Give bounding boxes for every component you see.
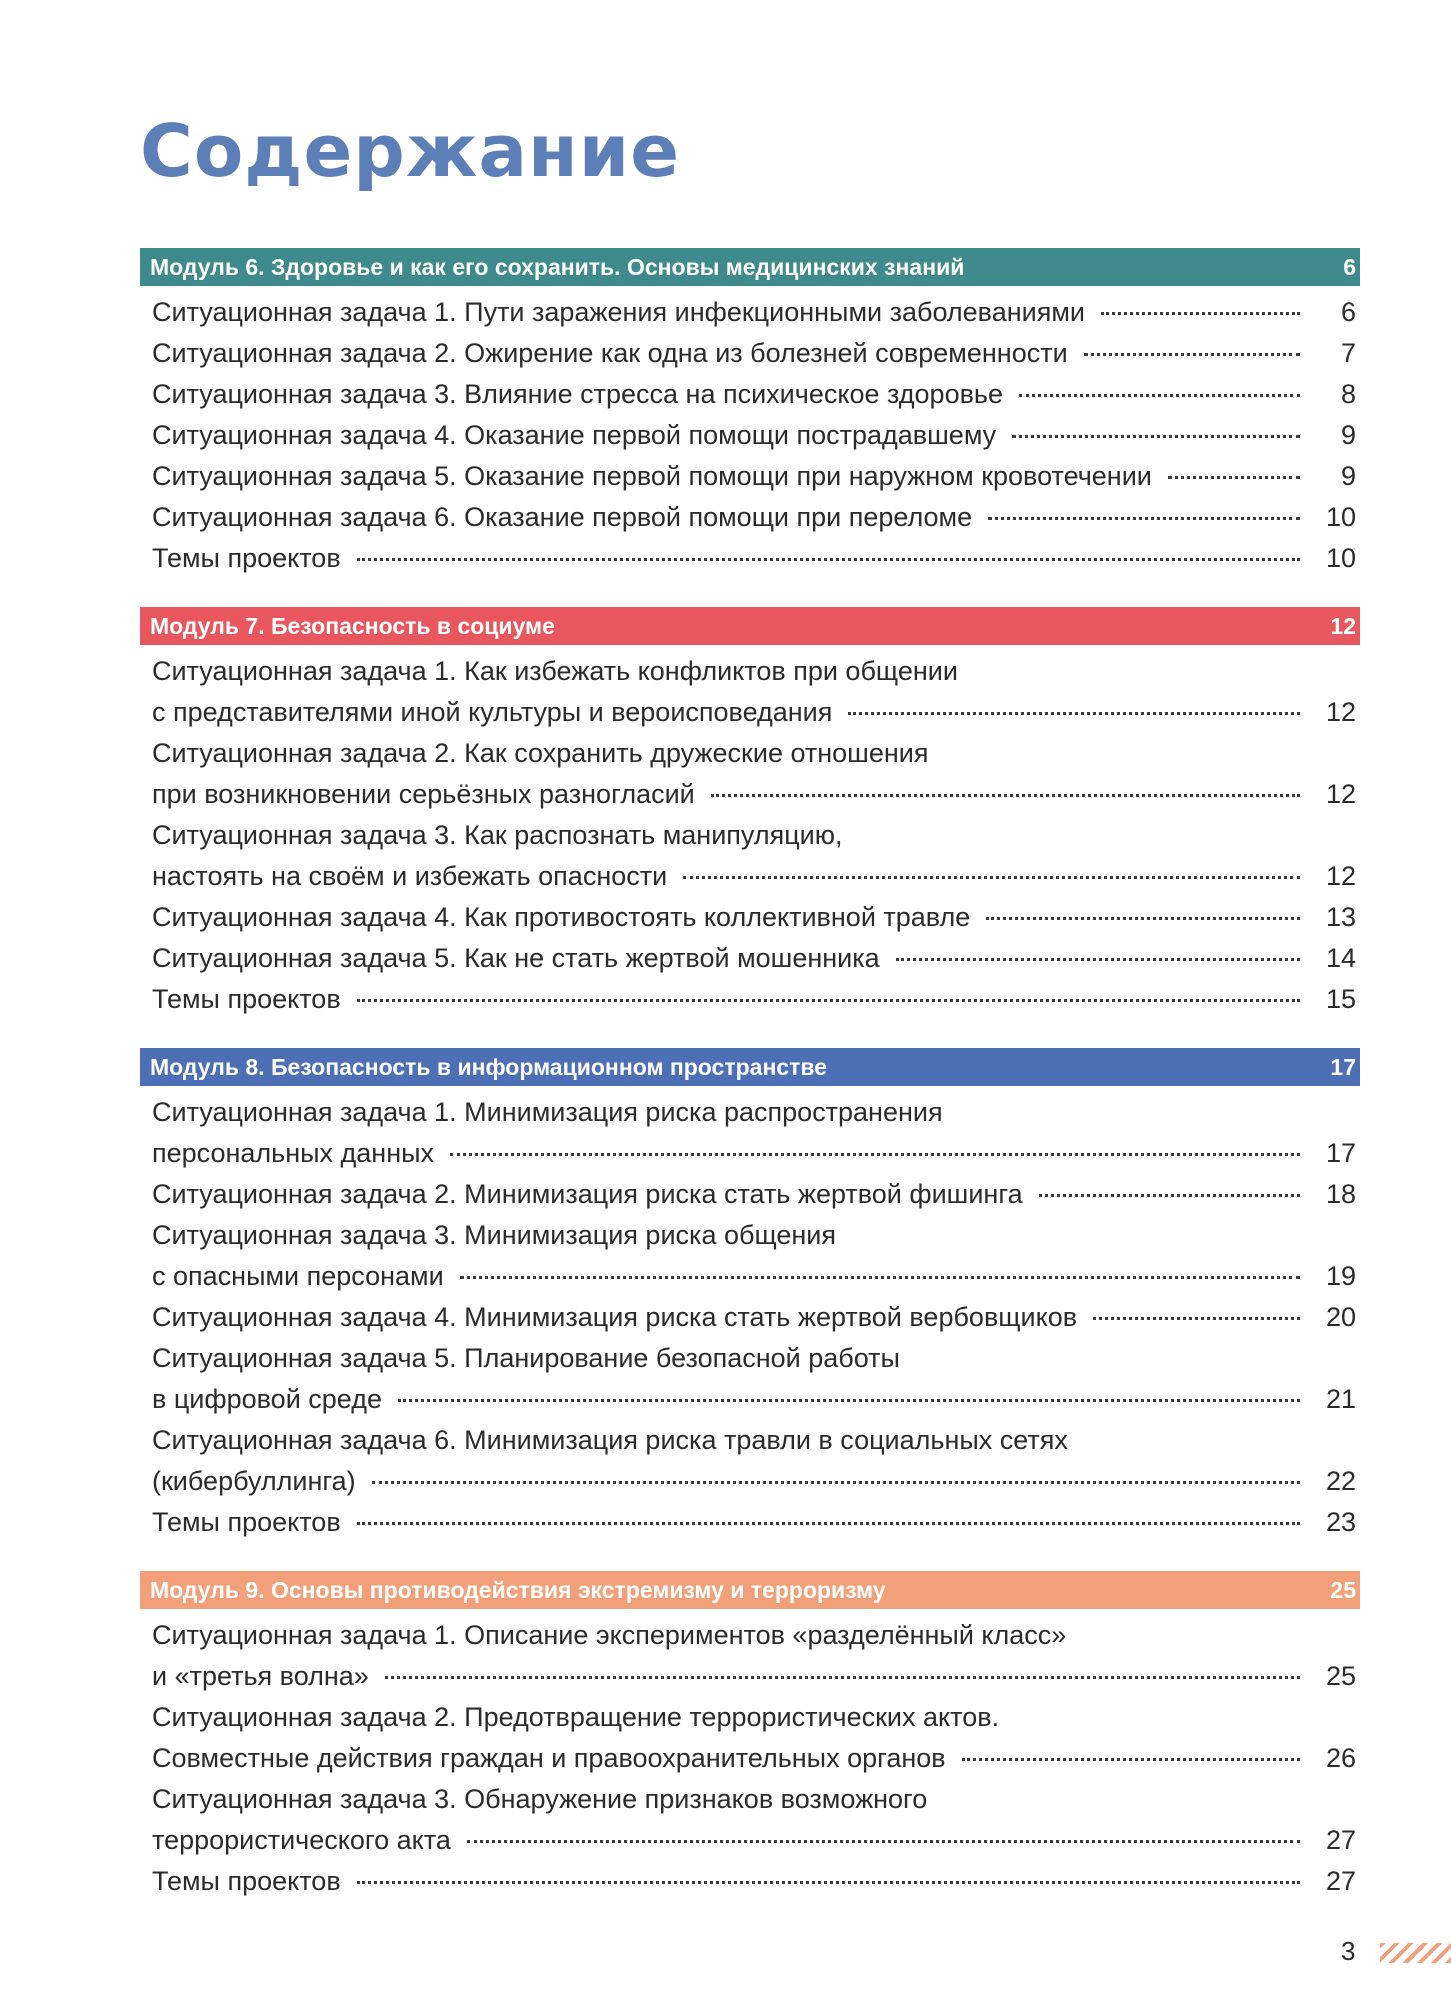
module-page: 17 [1330, 1053, 1356, 1080]
toc-entry-text: Ситуационная задача 6. Оказание первой помощи при переломе [152, 502, 973, 532]
dot-leader [848, 712, 1300, 715]
toc-entry-line [152, 774, 1356, 815]
toc-entry-text: Темы проектов [152, 1866, 341, 1896]
toc-entry-page: 25 [1325, 1661, 1356, 1691]
toc-entry[interactable] [152, 497, 1356, 538]
module-section [140, 1571, 1360, 1902]
toc-entry-text: персональных данных [152, 1138, 435, 1168]
toc-entry-page: 17 [1325, 1138, 1356, 1168]
toc-entry[interactable] [152, 1338, 1356, 1420]
dot-leader [711, 794, 1300, 797]
decorative-stripes [1380, 1943, 1451, 1963]
dot-leader [1019, 394, 1300, 397]
toc-entry-line [152, 333, 1356, 374]
module-section [140, 248, 1360, 579]
toc-entry-text: с опасными персонами [152, 1261, 444, 1291]
toc-entry[interactable] [152, 1615, 1356, 1697]
toc-entry-text: Ситуационная задача 2. Как сохранить дружеские отношения [152, 738, 929, 768]
toc-entry-text: Ситуационная задача 2. Предотвращение террористических актов. [152, 1702, 1000, 1732]
module-header [140, 1571, 1360, 1609]
toc-entry-text: Ситуационная задача 5. Оказание первой помощи при наружном кровотечении [152, 461, 1152, 491]
toc-entry-line [152, 1338, 1356, 1379]
module-section [140, 1048, 1360, 1543]
toc-entry-page: 12 [1325, 779, 1356, 809]
toc-entry-line [152, 1697, 1356, 1738]
toc-entry-page: 26 [1325, 1743, 1356, 1773]
toc-entry[interactable] [152, 1502, 1356, 1543]
toc-entry-text: Ситуационная задача 3. Обнаружение признаков возможного [152, 1784, 928, 1814]
toc-entry[interactable] [152, 292, 1356, 333]
toc-entry-page: 20 [1325, 1302, 1356, 1332]
module-entries [140, 645, 1360, 1020]
toc-entry[interactable] [152, 1215, 1356, 1297]
dot-leader [357, 999, 1300, 1002]
toc-entry[interactable] [152, 1092, 1356, 1174]
page-number: 3 [1341, 1936, 1356, 1966]
toc-entry-line [152, 938, 1356, 979]
toc-entry-page: 14 [1325, 943, 1356, 973]
module-entries [140, 1609, 1360, 1902]
module-page: 6 [1343, 253, 1356, 280]
toc-entry-line [152, 692, 1356, 733]
page-title: Содержание [140, 109, 681, 193]
toc-entry[interactable] [152, 815, 1356, 897]
toc-entry-line [152, 651, 1356, 692]
toc-entry-line [152, 1133, 1356, 1174]
dot-leader [1084, 353, 1300, 356]
toc-entry[interactable] [152, 733, 1356, 815]
toc-entry-text: Совместные действия граждан и правоохранительных органов [152, 1743, 946, 1773]
toc-entry-page: 27 [1325, 1825, 1356, 1855]
toc-entry-line [152, 538, 1356, 579]
dot-leader [1101, 312, 1300, 315]
toc-entry[interactable] [152, 333, 1356, 374]
toc-entry-line [152, 497, 1356, 538]
table-of-contents [140, 248, 1360, 1930]
toc-entry[interactable] [152, 979, 1356, 1020]
toc-entry-line [152, 1861, 1356, 1902]
toc-entry-text: Ситуационная задача 1. Минимизация риска распространения [152, 1097, 943, 1127]
toc-entry[interactable] [152, 456, 1356, 497]
toc-entry-text: Ситуационная задача 3. Влияние стресса на психическое здоровье [152, 379, 1004, 409]
dot-leader [1039, 1194, 1300, 1197]
toc-entry[interactable] [152, 1861, 1356, 1902]
dot-leader [1012, 435, 1300, 438]
toc-entry-line [152, 1779, 1356, 1820]
dot-leader [988, 517, 1300, 520]
toc-entry-text: Ситуационная задача 4. Минимизация риска стать жертвой вербовщиков [152, 1302, 1078, 1332]
toc-entry-text: террористического акта [152, 1825, 451, 1855]
module-page: 25 [1330, 1576, 1356, 1603]
module-title: Модуль 9. Основы противодействия экстремизму и терроризму [150, 1576, 886, 1603]
dot-leader [372, 1481, 1300, 1484]
dot-leader [1168, 476, 1300, 479]
toc-entry-line [152, 415, 1356, 456]
toc-entry-text: Темы проектов [152, 543, 341, 573]
toc-entry-line [152, 292, 1356, 333]
toc-entry-line [152, 1461, 1356, 1502]
toc-entry[interactable] [152, 1174, 1356, 1215]
toc-entry-page: 9 [1340, 461, 1356, 491]
toc-entry-line [152, 1656, 1356, 1697]
toc-entry-text: Ситуационная задача 2. Ожирение как одна из болезней современности [152, 338, 1068, 368]
module-header [140, 1048, 1360, 1086]
toc-entry-text: с представителями иной культуры и вероисповедания [152, 697, 833, 727]
toc-entry-text: Ситуационная задача 1. Как избежать конфликтов при общении [152, 656, 958, 686]
toc-entry[interactable] [152, 538, 1356, 579]
toc-entry-page: 9 [1340, 420, 1356, 450]
toc-entry-line [152, 1174, 1356, 1215]
dot-leader [357, 1522, 1300, 1525]
toc-entry-text: Темы проектов [152, 984, 341, 1014]
module-section [140, 607, 1360, 1020]
dot-leader [357, 1881, 1300, 1884]
toc-entry-text: Ситуационная задача 2. Минимизация риска стать жертвой фишинга [152, 1179, 1023, 1209]
toc-entry-page: 12 [1325, 697, 1356, 727]
toc-entry-line [152, 1420, 1356, 1461]
dot-leader [450, 1153, 1300, 1156]
toc-entry-text: и «третья волна» [152, 1661, 369, 1691]
toc-entry-text: Ситуационная задача 1. Описание экспериментов «разделённый класс» [152, 1620, 1067, 1650]
toc-entry-page: 27 [1325, 1866, 1356, 1896]
toc-entry-text: Ситуационная задача 4. Как противостоять коллективной травле [152, 902, 971, 932]
toc-entry[interactable] [152, 1697, 1356, 1779]
toc-entry-line [152, 1615, 1356, 1656]
toc-entry-line [152, 1256, 1356, 1297]
toc-entry-text: Ситуационная задача 1. Пути заражения инфекционными заболеваниями [152, 297, 1085, 327]
toc-entry[interactable] [152, 415, 1356, 456]
toc-entry-page: 8 [1340, 379, 1356, 409]
dot-leader [385, 1676, 1300, 1679]
toc-entry-line [152, 979, 1356, 1020]
toc-entry-line [152, 856, 1356, 897]
toc-entry-text: Ситуационная задача 6. Минимизация риска травли в социальных сетях [152, 1425, 1068, 1455]
module-title: Модуль 8. Безопасность в информационном пространстве [150, 1053, 828, 1080]
dot-leader [467, 1840, 1300, 1843]
toc-entry-text: настоять на своём и избежать опасности [152, 861, 668, 891]
toc-entry-page: 10 [1325, 502, 1356, 532]
toc-entry-line [152, 456, 1356, 497]
toc-entry-line [152, 897, 1356, 938]
dot-leader [962, 1758, 1300, 1761]
dot-leader [460, 1276, 1300, 1279]
toc-entry-page: 12 [1325, 861, 1356, 891]
toc-entry-line [152, 1215, 1356, 1256]
toc-entry-page: 22 [1325, 1466, 1356, 1496]
toc-entry-text: Ситуационная задача 5. Планирование безопасной работы [152, 1343, 900, 1373]
toc-entry-line [152, 1092, 1356, 1133]
toc-entry[interactable] [152, 651, 1356, 733]
toc-entry-page: 10 [1325, 543, 1356, 573]
toc-entry[interactable] [152, 1779, 1356, 1861]
toc-entry-text: Ситуационная задача 4. Оказание первой помощи пострадавшему [152, 420, 997, 450]
toc-entry[interactable] [152, 938, 1356, 979]
toc-entry-page: 23 [1325, 1507, 1356, 1537]
toc-entry[interactable] [152, 1297, 1356, 1338]
dot-leader [683, 876, 1300, 879]
toc-entry-page: 13 [1325, 902, 1356, 932]
module-title: Модуль 7. Безопасность в социуме [150, 612, 555, 639]
toc-entry-line [152, 1297, 1356, 1338]
toc-entry-page: 21 [1325, 1384, 1356, 1414]
toc-entry-line [152, 374, 1356, 415]
toc-entry-line [152, 815, 1356, 856]
toc-entry-line [152, 733, 1356, 774]
dot-leader [398, 1399, 1300, 1402]
toc-entry-page: 15 [1325, 984, 1356, 1014]
module-header [140, 248, 1360, 286]
toc-entry-page: 18 [1325, 1179, 1356, 1209]
module-header [140, 607, 1360, 645]
toc-entry-line [152, 1738, 1356, 1779]
toc-entry-text: Темы проектов [152, 1507, 341, 1537]
dot-leader [896, 958, 1300, 961]
module-page: 12 [1330, 612, 1356, 639]
toc-entry[interactable] [152, 897, 1356, 938]
toc-entry-text: (кибербуллинга) [152, 1466, 356, 1496]
module-entries [140, 286, 1360, 579]
toc-entry-text: в цифровой среде [152, 1384, 382, 1414]
module-title: Модуль 6. Здоровье и как его сохранить. Основы медицинских знаний [150, 253, 965, 280]
toc-entry-line [152, 1502, 1356, 1543]
toc-entry[interactable] [152, 1420, 1356, 1502]
toc-entry-line [152, 1379, 1356, 1420]
toc-entry-text: при возникновении серьёзных разногласий [152, 779, 695, 809]
toc-entry-page: 6 [1340, 297, 1356, 327]
module-entries [140, 1086, 1360, 1543]
dot-leader [986, 917, 1300, 920]
toc-entry-page: 19 [1325, 1261, 1356, 1291]
toc-entry-text: Ситуационная задача 3. Как распознать манипуляцию, [152, 820, 843, 850]
toc-entry-text: Ситуационная задача 5. Как не стать жертвой мошенника [152, 943, 880, 973]
toc-entry[interactable] [152, 374, 1356, 415]
dot-leader [357, 558, 1300, 561]
toc-entry-page: 7 [1340, 338, 1356, 368]
dot-leader [1093, 1317, 1300, 1320]
toc-entry-line [152, 1820, 1356, 1861]
toc-entry-text: Ситуационная задача 3. Минимизация риска общения [152, 1220, 836, 1250]
